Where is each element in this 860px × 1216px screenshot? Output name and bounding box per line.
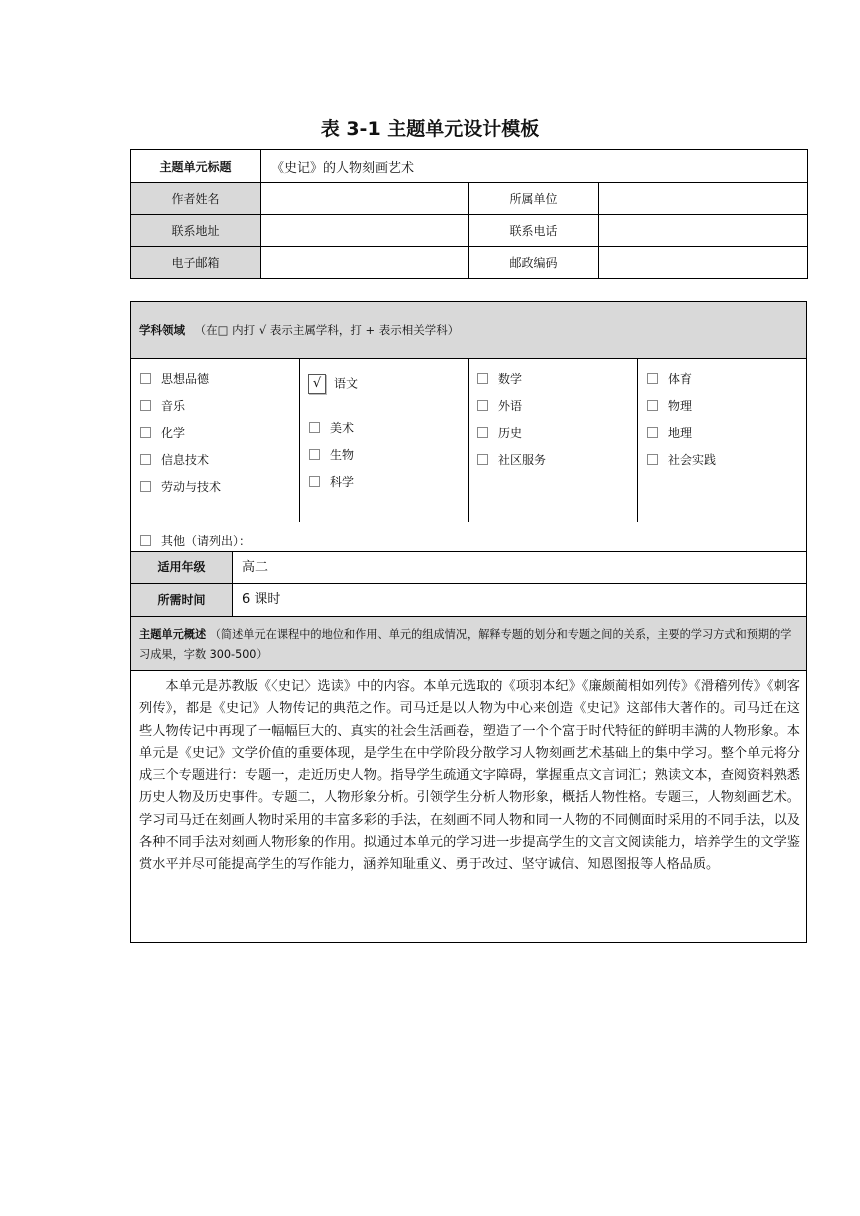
subject-label: 学科领域 [139,323,185,337]
checkbox-icon[interactable] [309,476,320,487]
time-row [131,584,806,616]
zip-label: 邮政编码 [469,247,599,279]
time-label: 所需时间 [131,584,233,616]
checkbox-icon[interactable] [477,400,488,411]
overview-header [131,617,806,670]
checkbox-icon[interactable] [309,422,320,433]
subject-lishi[interactable]: 历史 [477,424,522,441]
subject-sixiang[interactable]: 思想品德 [140,370,209,387]
subject-other[interactable]: 其他（请列出）： [140,532,251,549]
email-field[interactable] [261,247,469,279]
overview-text: 本单元是苏教版《〈史记〉选读》中的内容。本单元选取的《项羽本纪》《廉颇蔺相如列传》《滑稽列传》《刺客列传》，都是《史记》人物传记的典范之作。司马迁是以人物为中心来创造《史记》这部伟大著作的。司马迁在这些人物传记中再现了一幅幅巨大的、真实的社会生活画卷，塑造了一个个富于时代特征的鲜明丰满的人物形象。本单元是《史记》文学价值的重要体现，是学生在中学阶段分散学习人物刻画艺术基础上的集中学习。整个单元将分成三个专题进行：专题一，走近历史人物。指导学生疏通文字障碍，掌握重点文言词汇；熟读文本，查阅资料熟悉历史人物及历史事件。专题二，人物形象分析。引领学生分析人物形象，概括人物性格。专题三，人物刻画艺术。学习司马迁在刻画人物时采用的丰富多彩的手法，在刻画不同人物和同一人物的不同侧面时采用的不同手法，以及各种不同手法对刻画人物形象的作用。拟通过本单元的学习进一步提高学生的文言文阅读能力，培养学生的文学鉴赏水平并尽可能提高学生的写作能力，涵养知耻重义、勇于改过、坚守诚信、知恩图报等人格品质。 [139,679,800,873]
checkbox-icon[interactable] [647,454,658,465]
subject-yuwen[interactable]: √ 语文 [308,374,358,394]
subject-xinxi[interactable]: 信息技术 [140,451,209,468]
subject-shengwu[interactable]: 生物 [309,446,354,463]
email-label: 电子邮箱 [131,247,261,279]
checkbox-icon[interactable] [140,373,151,384]
org-field[interactable] [599,183,808,215]
grade-label: 适用年级 [131,552,233,583]
info-table [130,149,808,279]
subject-shehui[interactable]: 社会实践 [647,451,716,468]
checkbox-icon[interactable] [647,400,658,411]
checkbox-icon[interactable] [140,400,151,411]
checkbox-icon[interactable] [477,427,488,438]
subject-overview-box [130,301,807,943]
subject-shequ[interactable]: 社区服务 [477,451,546,468]
org-label: 所属单位 [469,183,599,215]
checkbox-icon[interactable] [140,427,151,438]
checkbox-icon[interactable] [140,481,151,492]
author-label: 作者姓名 [131,183,261,215]
overview-note: （简述单元在课程中的地位和作用、单元的组成情况，解释专题的划分和专题之间的关系，主要的学习方式和预期的学习成果，字数 300-500） [139,628,792,661]
checkbox-icon[interactable] [140,535,151,546]
checkbox-icon[interactable] [140,454,151,465]
grade-row [131,552,806,583]
checkbox-icon[interactable] [477,454,488,465]
phone-label: 联系电话 [469,215,599,247]
phone-field[interactable] [599,215,808,247]
subject-wuli[interactable]: 物理 [647,397,692,414]
page-title: 表 3-1 主题单元设计模板 [320,118,540,140]
unit-title-label: 主题单元标题 [131,150,261,183]
checkmark-icon[interactable]: √ [308,374,326,394]
subject-dili[interactable]: 地理 [647,424,692,441]
checkbox-icon[interactable] [477,373,488,384]
subject-tiyu[interactable]: 体育 [647,370,692,387]
subject-laodong[interactable]: 劳动与技术 [140,478,221,495]
subject-yinyue[interactable]: 音乐 [140,397,185,414]
subject-note: （在□ 内打 √ 表示主属学科，打 + 表示相关学科） [194,323,460,337]
subject-header [131,302,806,358]
overview-label: 主题单元概述 [139,628,207,641]
subject-huaxue[interactable]: 化学 [140,424,185,441]
unit-title-value: 《史记》的人物刻画艺术 [261,150,808,183]
time-value: 6 课时 [242,592,281,607]
subject-shuxue[interactable]: 数学 [477,370,522,387]
checkbox-icon[interactable] [647,427,658,438]
address-label: 联系地址 [131,215,261,247]
zip-field[interactable] [599,247,808,279]
author-field[interactable] [261,183,469,215]
checkbox-icon[interactable] [309,449,320,460]
subject-waiyu[interactable]: 外语 [477,397,522,414]
subject-meishu[interactable]: 美术 [309,419,354,436]
address-field[interactable] [261,215,469,247]
checkbox-icon[interactable] [647,373,658,384]
subject-kexue[interactable]: 科学 [309,473,354,490]
grade-value: 高二 [242,560,269,575]
